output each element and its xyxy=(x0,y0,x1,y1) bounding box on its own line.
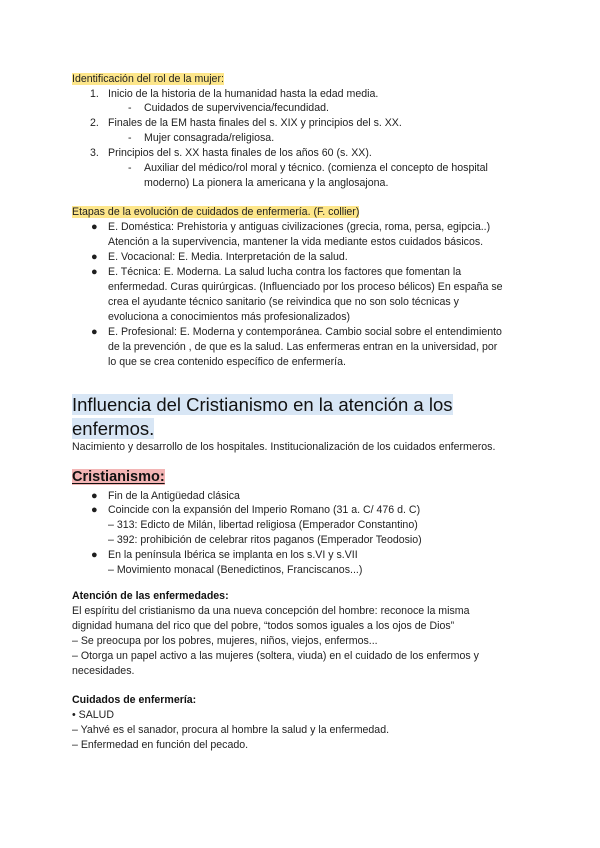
heading-influencia-continued: enfermos. xyxy=(72,418,155,439)
bullet-text: En la península Ibérica se implanta en los s.VI y s.VII xyxy=(108,549,358,561)
paragraph-line: El espíritu del cristianismo da una nueva concepción del hombre: reconoce la misma xyxy=(72,605,470,617)
paragraph-line: – Otorga un papel activo a las mujeres (soltera, viuda) en el cuidado de los enfermos y xyxy=(72,650,479,662)
bullet-icon: ● xyxy=(91,266,98,278)
sub-dash: - xyxy=(128,162,132,174)
heading-subtitle: Nacimiento y desarrollo de los hospitales. Institucionalización de los cuidados enfermeros. xyxy=(72,441,496,453)
list-item: Finales de la EM hasta finales del s. XIX y principios del s. XX. xyxy=(108,117,402,129)
heading-influencia: Influencia del Cristianismo en la atención a los xyxy=(72,394,453,415)
sub-dash: - xyxy=(128,102,132,114)
sub-item: Mujer consagrada/religiosa. xyxy=(144,132,275,144)
list-number: 1. xyxy=(90,88,99,100)
bullet-text: E. Técnica: E. Moderna. La salud lucha contra los factores que fomentan la xyxy=(108,266,462,278)
paragraph-line: • SALUD xyxy=(72,709,114,721)
list-item: Inicio de la historia de la humanidad hasta la edad media. xyxy=(108,88,379,100)
dash-text: – 313: Edicto de Milán, libertad religiosa (Emperador Constantino) xyxy=(108,519,418,531)
bullet-icon: ● xyxy=(91,549,98,561)
bullet-icon: ● xyxy=(91,490,98,502)
sub-dash: - xyxy=(128,132,132,144)
bullet-icon: ● xyxy=(91,326,98,338)
list-number: 2. xyxy=(90,117,99,129)
bullet-icon: ● xyxy=(91,251,98,263)
dash-text: – 392: prohibición de celebrar ritos paganos (Emperador Teodosio) xyxy=(108,534,422,546)
bullet-text: E. Vocacional: E. Media. Interpretación de la salud. xyxy=(108,251,348,263)
bullet-text: crea el ayudante técnico sanitario (se reivindica que no son solo técnicas y xyxy=(108,296,459,308)
list-item: Principios del s. XX hasta finales de los años 60 (s. XX). xyxy=(108,147,372,159)
paragraph-line: – Yahvé es el sanador, procura al hombre la salud y la enfermedad. xyxy=(72,724,390,736)
paragraph-line: – Se preocupa por los pobres, mujeres, niños, viejos, enfermos... xyxy=(72,635,378,647)
section-title-rol-mujer: Identificación del rol de la mujer: xyxy=(72,73,224,85)
paragraph-line: necesidades. xyxy=(72,665,135,677)
subheading-cuidados: Cuidados de enfermería: xyxy=(72,694,197,706)
dash-text: – Movimiento monacal (Benedictinos, Franciscanos...) xyxy=(108,564,363,576)
bullet-text: E. Profesional: E. Moderna y contemporánea. Cambio social sobre el entendimiento xyxy=(108,326,502,338)
bullet-text: Atención a la supervivencia, mantener la vida mediante estos cuidados básicos. xyxy=(108,236,484,248)
bullet-text: lo que se crea contenido específico de enfermería. xyxy=(108,356,346,368)
paragraph-line: – Enfermedad en función del pecado. xyxy=(72,739,249,751)
bullet-text: E. Doméstica: Prehistoria y antiguas civilizaciones (grecia, roma, persa, egipcia..) xyxy=(108,221,491,233)
bullet-icon: ● xyxy=(91,221,98,233)
subheading-atencion: Atención de las enfermedades: xyxy=(72,590,229,602)
sub-item-continued: moderno) La pionera la americana y la anglosajona. xyxy=(144,177,389,189)
bullet-text: Coincide con la expansión del Imperio Romano (31 a. C/ 476 d. C) xyxy=(108,504,421,516)
bullet-text: de la prevención , de que es la salud. Las enfermeras entran en la universidad, por xyxy=(108,341,498,353)
paragraph-line: dignidad humana del rico que del pobre, “todos somos iguales a los ojos de Dios” xyxy=(72,620,455,632)
bullet-text: Fin de la Antigüedad clásica xyxy=(108,490,240,502)
sub-item: Cuidados de supervivencia/fecundidad. xyxy=(144,102,329,114)
section-title-etapas: Etapas de la evolución de cuidados de enfermería. (F. collier) xyxy=(72,206,360,218)
bullet-text: evoluciona a conocimientos más profesionalizados) xyxy=(108,311,351,323)
bullet-icon: ● xyxy=(91,504,98,516)
sub-item: Auxiliar del médico/rol moral y técnico. (comienza el concepto de hospital xyxy=(144,162,488,174)
bullet-text: enfermedad. Curas quirúrgicas. (Influenciado por los proceso bélicos) En españa se xyxy=(108,281,503,293)
list-number: 3. xyxy=(90,147,99,159)
heading-cristianismo: Cristianismo: xyxy=(72,469,165,485)
